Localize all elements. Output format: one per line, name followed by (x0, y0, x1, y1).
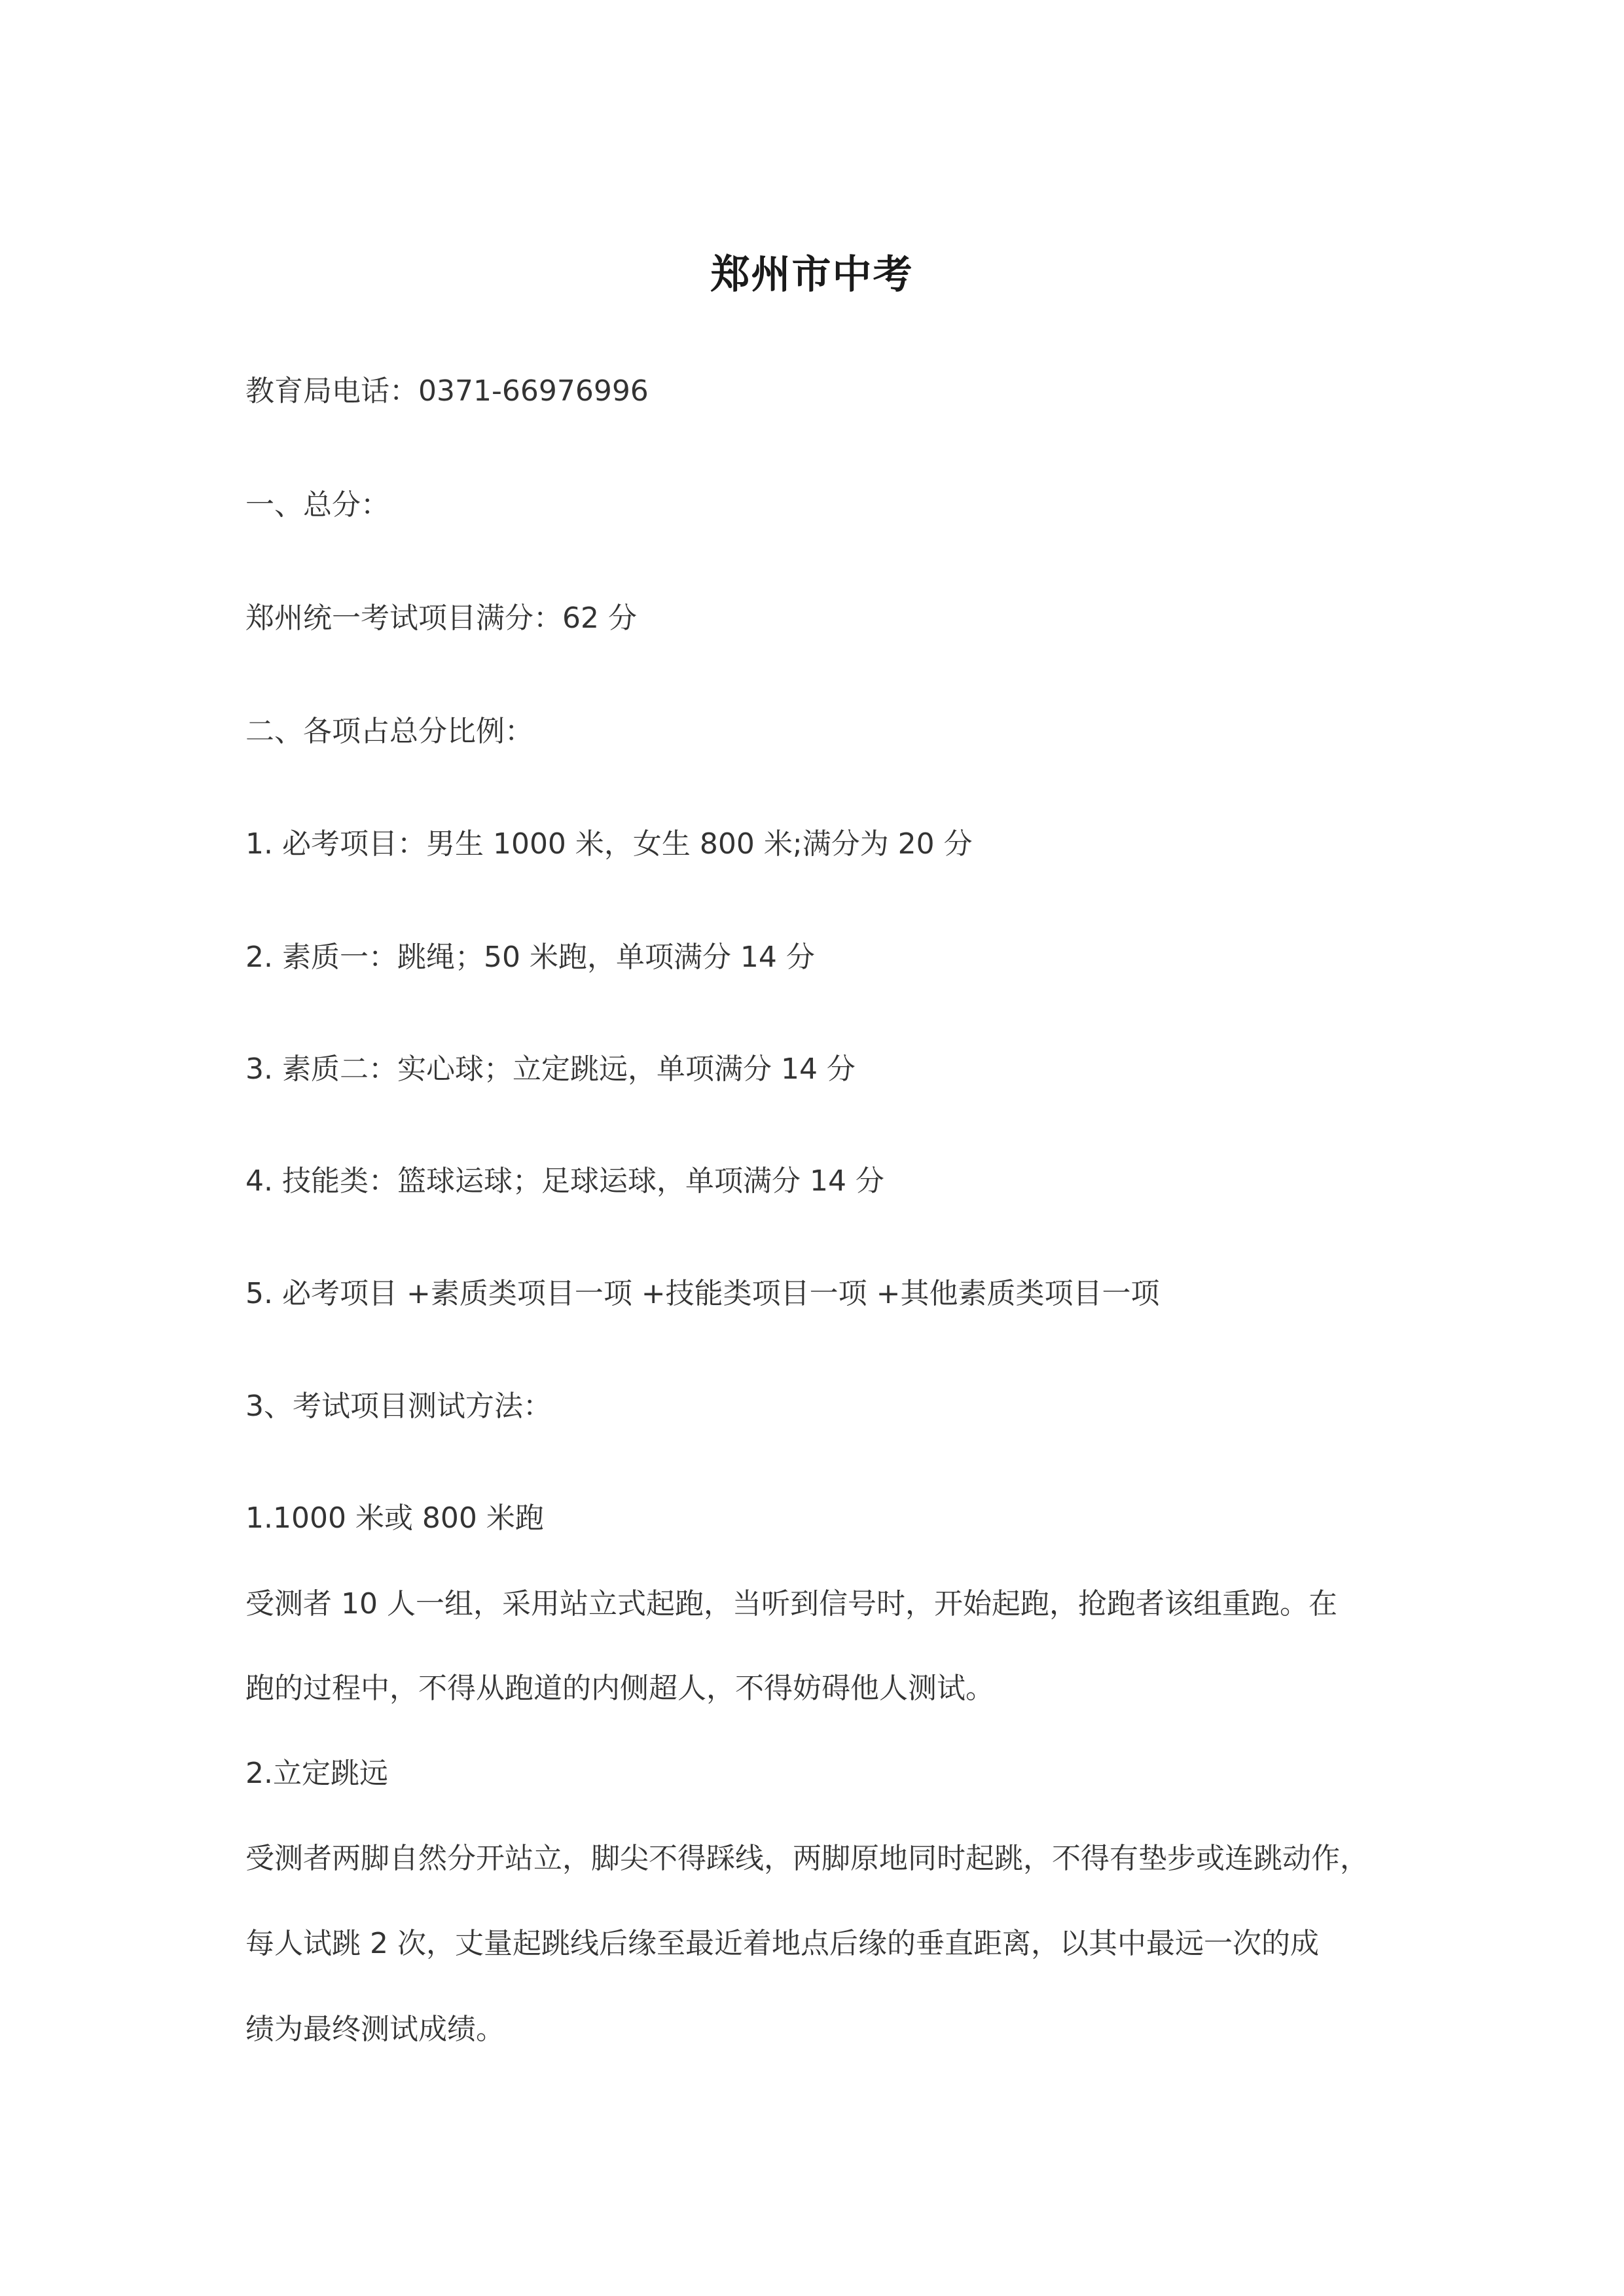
phone-line: 教育局电话：0371-66976996 (245, 374, 649, 408)
list-item: 4. 技能类：篮球运球；足球运球，单项满分 14 分 (245, 1164, 884, 1198)
paragraph-line: 绩为最终测试成绩。 (245, 2013, 505, 2046)
paragraph-line: 每人试跳 2 次，丈量起跳线后缘至最近着地点后缘的垂直距离，以其中最远一次的成 (245, 1927, 1319, 1960)
page-title: 郑州市中考 (710, 252, 914, 298)
subheading-jump: 2.立定跳远 (245, 1757, 388, 1790)
full-score-line: 郑州统一考试项目满分：62 分 (245, 601, 637, 635)
section-heading-methods: 3、考试项目测试方法： (245, 1390, 552, 1423)
paragraph-line: 受测者两脚自然分开站立，脚尖不得踩线，两脚原地同时起跳，不得有垫步或连跳动作， (245, 1842, 1369, 1875)
section-heading-total: 一、总分： (245, 488, 389, 522)
section-heading-ratio: 二、各项占总分比例： (245, 715, 533, 748)
list-item: 5. 必考项目 +素质类项目一项 +技能类项目一项 +其他素质类项目一项 (245, 1277, 1160, 1310)
list-item: 3. 素质二：实心球；立定跳远，单项满分 14 分 (245, 1052, 856, 1086)
list-item: 2. 素质一：跳绳；50 米跑，单项满分 14 分 (245, 941, 815, 974)
list-item: 1. 必考项目：男生 1000 米，女生 800 米;满分为 20 分 (245, 827, 973, 861)
paragraph-line: 受测者 10 人一组，采用站立式起跑，当听到信号时，开始起跑，抢跑者该组重跑。在 (245, 1587, 1337, 1621)
paragraph-line: 跑的过程中，不得从跑道的内侧超人，不得妨碍他人测试。 (245, 1672, 994, 1705)
subheading-run: 1.1000 米或 800 米跑 (245, 1501, 544, 1535)
